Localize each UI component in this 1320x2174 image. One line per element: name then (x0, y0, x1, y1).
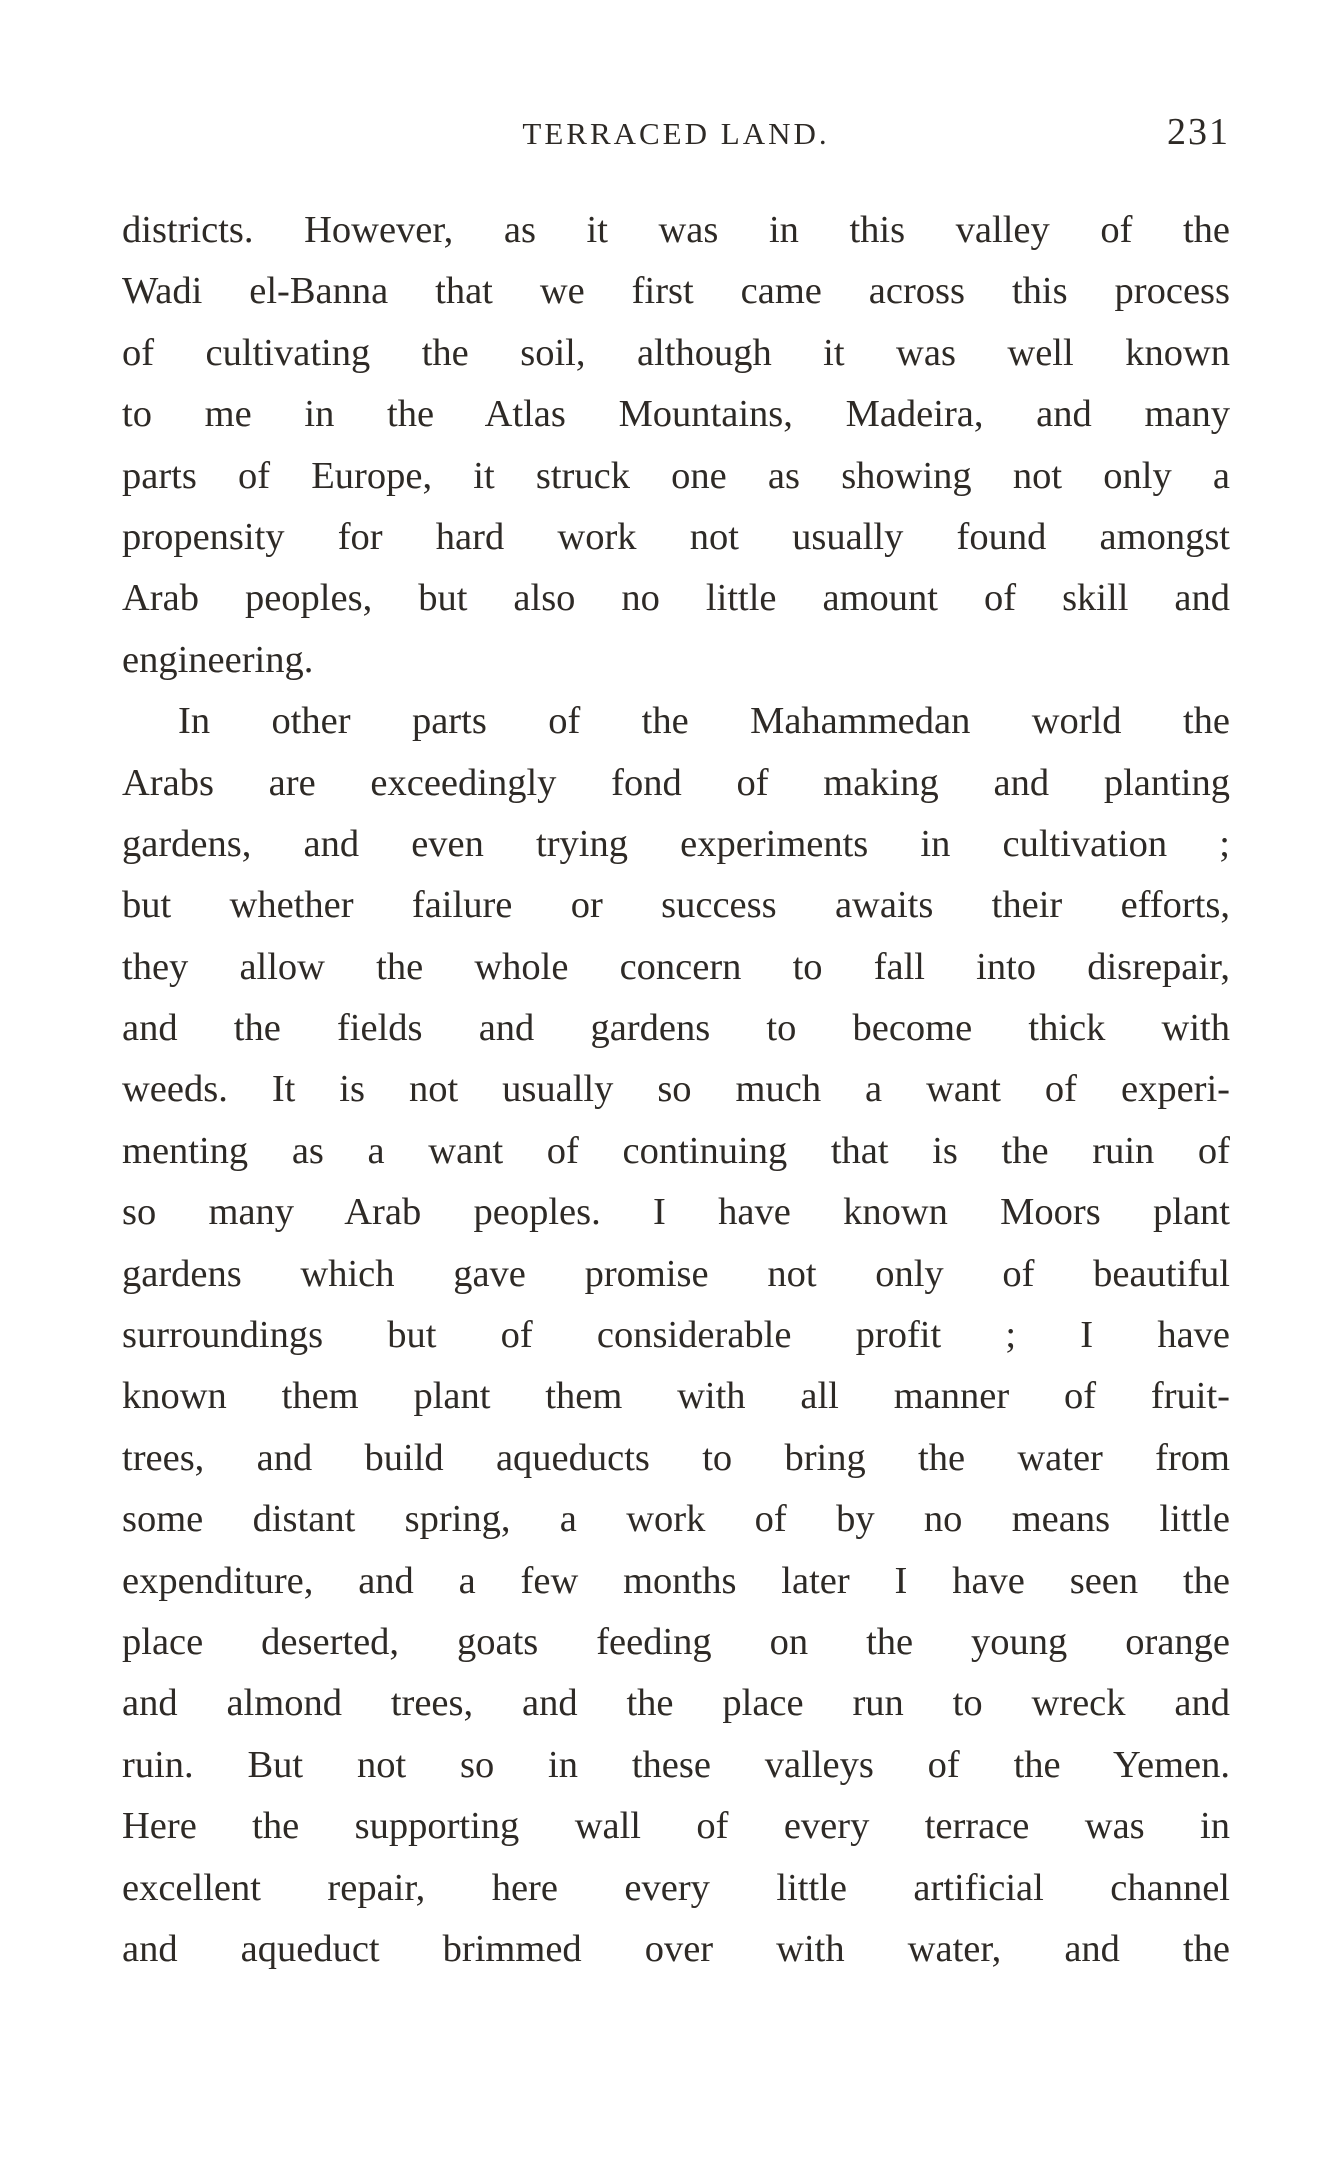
text-line: gardens, and even trying experiments in cultivation ; (122, 822, 1230, 865)
text-line: parts of Europe, it struck one as showing not only a (122, 454, 1230, 497)
text-line: surroundings but of considerable profit ; I have (122, 1314, 1230, 1357)
text-line: Arab peoples, but also no little amount of skill and (122, 577, 1230, 620)
text-line: excellent repair, here every little artificial channel (122, 1866, 1230, 1909)
text-line: Here the supporting wall of every terrace was in (122, 1805, 1230, 1848)
text-line: to me in the Atlas Mountains, Madeira, and many (122, 393, 1230, 436)
text-line: some distant spring, a work of by no means little (122, 1498, 1230, 1541)
paragraph-end-line: engineering. (122, 638, 314, 681)
text-line: Arabs are exceedingly fond of making and planting (122, 761, 1230, 804)
paragraph-start-line: In other parts of the Mahammedan world the (178, 700, 1230, 743)
text-line: districts. However, as it was in this valley of the (122, 209, 1230, 251)
text-line: expenditure, and a few months later I have seen the (122, 1559, 1230, 1602)
text-line: and aqueduct brimmed over with water, and the (122, 1927, 1230, 1970)
text-line: and almond trees, and the place run to wreck and (122, 1682, 1230, 1725)
text-line: Wadi el-Banna that we first came across this process (122, 270, 1230, 313)
running-head (122, 112, 1230, 162)
text-line: and the fields and gardens to become thick with (122, 1007, 1230, 1050)
text-line: they allow the whole concern to fall into disrepair, (122, 945, 1230, 988)
text-line: menting as a want of continuing that is the ruin of (122, 1129, 1230, 1172)
text-line: but whether failure or success awaits their efforts, (122, 884, 1230, 927)
text-line: gardens which gave promise not only of beautiful (122, 1252, 1230, 1295)
text-line: of cultivating the soil, although it was well known (122, 331, 1230, 374)
text-line: propensity for hard work not usually found amongst (122, 515, 1230, 558)
text-line: weeds. It is not usually so much a want of experi- (122, 1068, 1230, 1111)
text-line: so many Arab peoples. I have known Moors plant (122, 1191, 1230, 1234)
running-title: TERRACED LAND. (522, 116, 830, 151)
text-line: ruin. But not so in these valleys of the Yemen. (122, 1743, 1230, 1786)
body-text (122, 200, 1230, 1980)
page-number: 231 (1167, 111, 1230, 153)
text-line: known them plant them with all manner of fruit- (122, 1375, 1230, 1418)
text-line: trees, and build aqueducts to bring the water from (122, 1436, 1230, 1479)
text-line: place deserted, goats feeding on the young orange (122, 1620, 1230, 1663)
